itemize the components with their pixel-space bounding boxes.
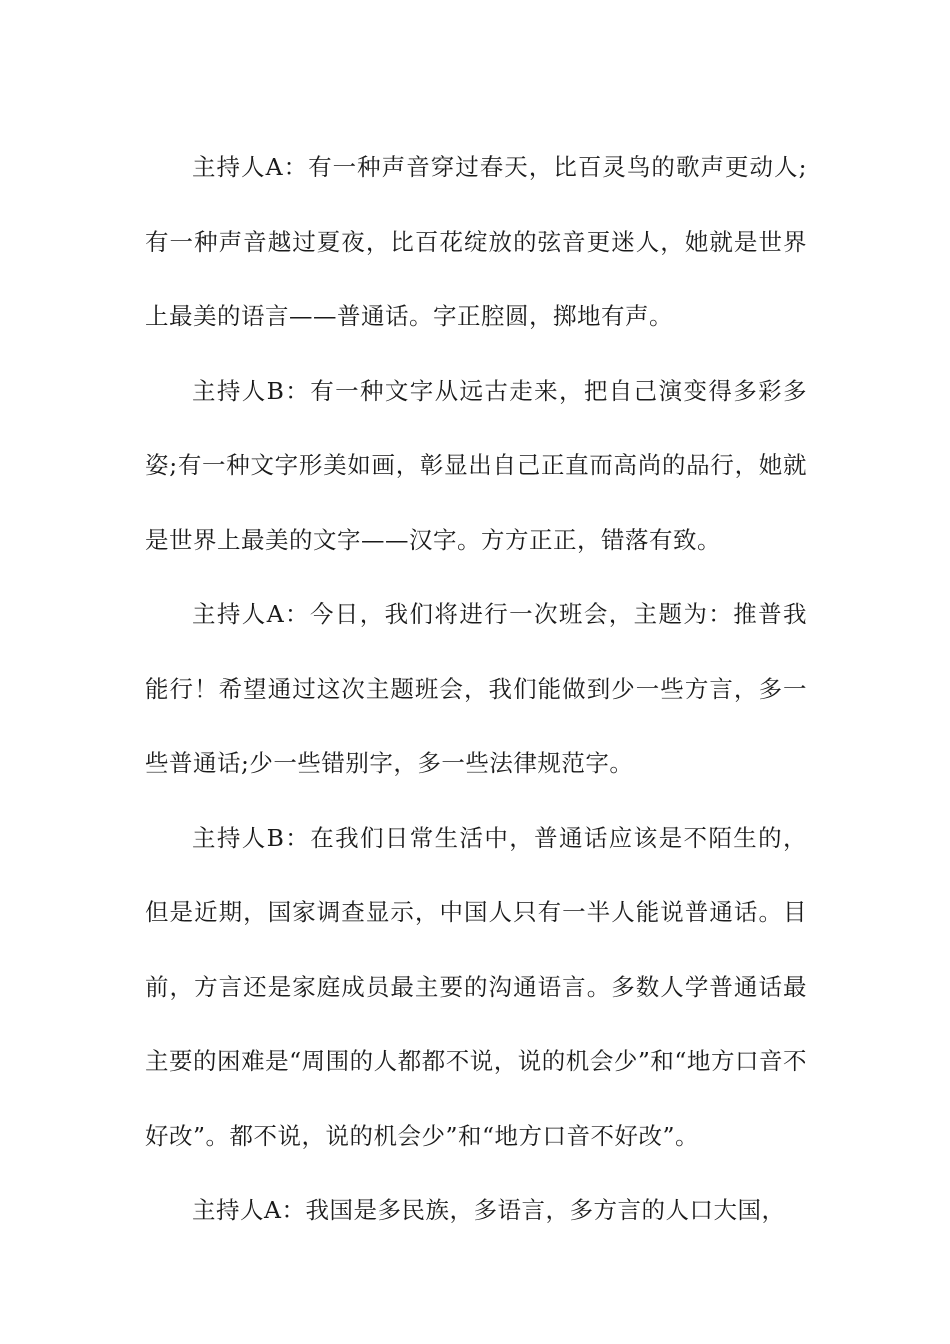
document-body [145, 130, 807, 1248]
paragraph-host-a-intro: 主持人A：有一种声音穿过春天，比百灵鸟的歌声更动人;有一种声音越过夏夜，比百花绽放的弦音更迷人，她就是世界上最美的语言——普通话。字正腔圆，掷地有声。 [145, 153, 807, 330]
paragraph-host-b-intro: 主持人B：有一种文字从远古走来，把自己演变得多彩多姿;有一种文字形美如画，彰显出自己正直而高尚的品行，她就是世界上最美的文字——汉字。方方正正，错落有致。 [145, 376, 807, 554]
paragraph-host-a-country: 主持人A：我国是多民族，多语言，多方言的人口大国， [192, 1196, 786, 1224]
paragraph-host-a-theme: 主持人A：今日，我们将进行一次班会，主题为：推普我能行！希望通过这次主题班会，我们能做到少一些方言，多一些普通话;少一些错别字，多一些法律规范字。 [145, 600, 807, 777]
paragraph-host-b-survey: 主持人B：在我们日常生活中，普通话应该是不陌生的，但是近期，国家调查显示，中国人只有一半人能说普通话。目前，方言还是家庭成员最主要的沟通语言。多数人学普通话最主要的困难是“周围的人都都不说，说的机会少”和“地方口音不好改”。都不说，说的机会少”和“地方口音不好改”。 [145, 823, 807, 1150]
